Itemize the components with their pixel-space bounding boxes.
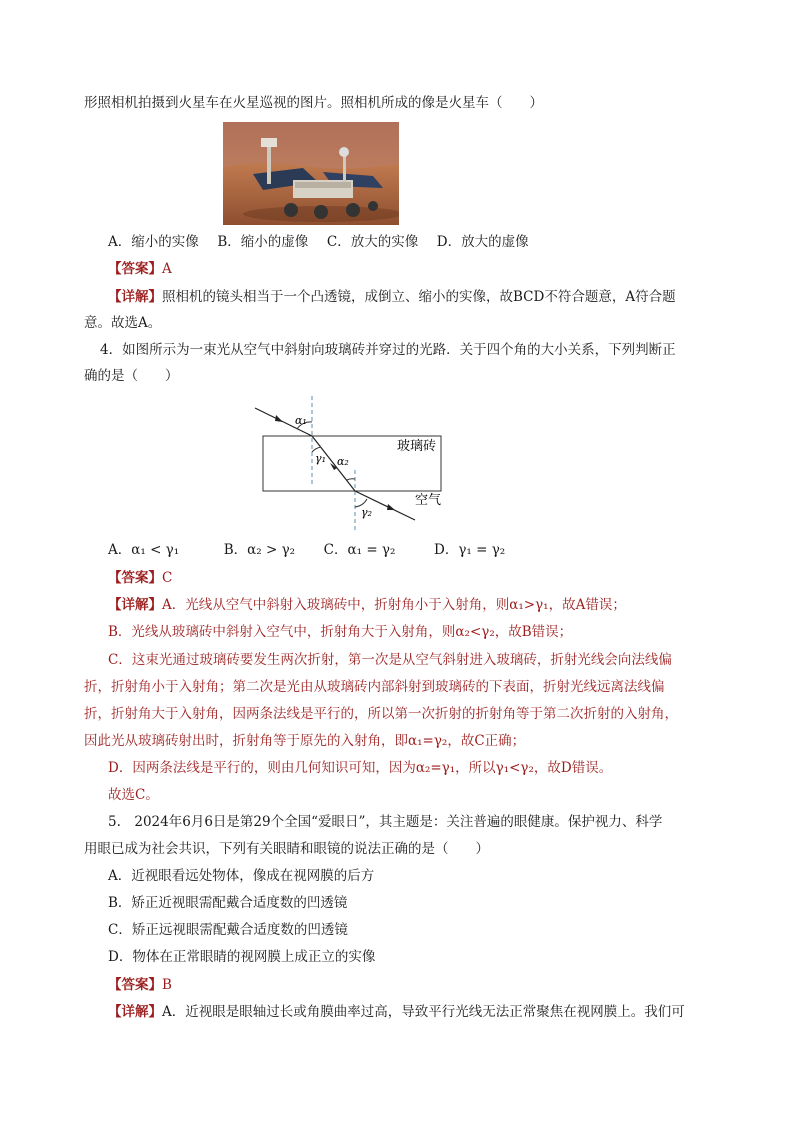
q4-detail-a (108, 595, 626, 615)
q3-detail-line2: 意。故选A。 (84, 315, 162, 331)
q4-detail-a-text: A．光线从空气中斜射入玻璃砖中，折射角小于入射角，则α₁>γ₁，故A错误； (162, 597, 626, 613)
q5-option-d: D．物体在正常眼睛的视网膜上成正立的实像 (108, 949, 376, 965)
air-label: 空气 (415, 493, 442, 508)
glass-label: 玻璃砖 (397, 439, 437, 454)
refraction-diagram (245, 392, 545, 542)
answer-tag: 【答案】 (108, 977, 162, 993)
q5-detail-text1: A．近视眼是眼轴过长或角膜曲率过高，导致平行光线无法正常聚焦在视网膜上。我们可 (162, 1004, 685, 1020)
q4-detail-c4: 因此光从玻璃砖射出时，折射角等于原先的入射角，即α₁=γ₂，故C正确； (84, 733, 526, 749)
answer-value: B (162, 977, 172, 993)
answer-tag: 【答案】 (108, 261, 162, 277)
q4-option-d: D．γ₁ = γ₂ (434, 542, 506, 558)
q4-option-a: A．α₁ < γ₁ (108, 542, 180, 558)
alpha2-label: α₂ (337, 455, 349, 468)
detail-tag: 【详解】 (108, 597, 162, 613)
q5-answer (108, 975, 172, 995)
mars-rover-photo (223, 122, 399, 225)
q4-stem-line1: 4．如图所示为一束光从空气中斜射向玻璃砖并穿过的光路．关于四个角的大小关系，下列判断正 (100, 342, 676, 358)
q4-detail-d: D．因两条法线是平行的，则由几何知识可知，因为α₂=γ₁，所以γ₁<γ₂，故D错误。 (108, 760, 613, 776)
q3-detail-line1 (108, 287, 676, 307)
gamma1-label: γ₁ (315, 452, 326, 465)
detail-tag: 【详解】 (108, 1004, 162, 1020)
detail-tag: 【详解】 (108, 289, 162, 305)
answer-value: A (162, 261, 172, 277)
q4-option-b: B．α₂ > γ₂ (223, 542, 296, 558)
gamma2-label: γ₂ (361, 506, 372, 519)
q5-stem-line1: 5. 2024年6月6日是第29个全国“爱眼日”，其主题是：关注普遍的眼健康。保护视力、科学 (108, 814, 663, 830)
answer-tag: 【答案】 (108, 570, 162, 586)
q4-detail-c1: C．这束光通过玻璃砖要发生两次折射，第一次是从空气斜射进入玻璃砖，折射光线会向法线偏 (108, 652, 672, 668)
q3-option-b: B．缩小的虚像 (217, 234, 309, 250)
q5-stem-line2: 用眼已成为社会共识，下列有关眼睛和眼镜的说法正确的是（ ） (84, 841, 489, 857)
q3-option-d: D．放大的虚像 (436, 234, 529, 250)
q4-stem-line2: 确的是（ ） (84, 368, 179, 384)
q4-option-c: C．α₁ = γ₂ (323, 542, 396, 558)
q4-options (108, 540, 505, 560)
q4-detail-b: B．光线从玻璃砖中斜射入空气中，折射角大于入射角，则α₂<γ₂，故B错误； (108, 624, 573, 640)
alpha1-label: α₁ (295, 414, 307, 427)
q3-options (108, 232, 529, 252)
q4-answer (108, 568, 172, 588)
q4-conclusion: 故选C。 (108, 787, 159, 803)
q3-answer (108, 259, 172, 279)
q5-option-b: B．矫正近视眼需配戴合适度数的凹透镜 (108, 895, 348, 911)
q5-option-a: A．近视眼看远处物体，像成在视网膜的后方 (108, 868, 375, 884)
q4-detail-c3: 折，折射角大于入射角，因两条法线是平行的，所以第一次折射的折射角等于第二次折射的入射角， (84, 706, 678, 722)
q3-option-c: C．放大的实像 (326, 234, 419, 250)
q5-option-c: C．矫正远视眼需配戴合适度数的凹透镜 (108, 922, 348, 938)
q3-detail-text1: 照相机的镜头相当于一个凸透镜，成倒立、缩小的实像，故BCD不符合题意，A符合题 (162, 289, 676, 305)
q3-stem: 形照相机拍摄到火星车在火星巡视的图片。照相机所成的像是火星车（ ） (84, 95, 543, 111)
answer-value: C (162, 570, 173, 586)
q5-detail-line1 (108, 1002, 685, 1022)
q4-detail-c2: 折，折射角小于入射角；第二次是光由从玻璃砖内部斜射到玻璃砖的下表面，折射光线远离法线偏 (84, 679, 665, 695)
q3-option-a: A．缩小的实像 (108, 234, 199, 250)
